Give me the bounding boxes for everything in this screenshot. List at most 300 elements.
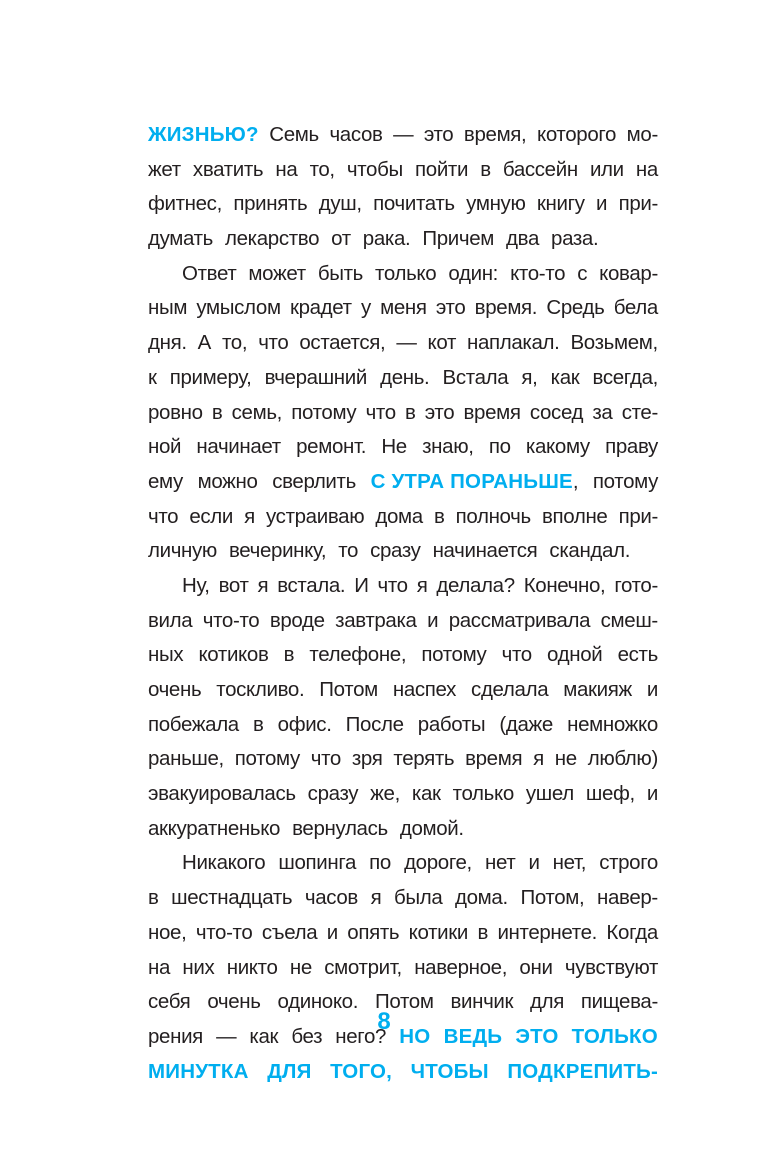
word [182, 257, 236, 292]
highlighted-text: НО [399, 1024, 431, 1048]
word-text: кот [427, 331, 456, 355]
highlighted-text: ЖИЗНЬЮ? [148, 123, 259, 146]
word [148, 430, 181, 465]
paragraph [148, 257, 658, 569]
word [394, 881, 442, 916]
word-text: на [275, 157, 298, 181]
word-text: личную [148, 539, 217, 563]
word [475, 291, 537, 326]
word-text: рения [148, 1024, 203, 1048]
word [244, 500, 255, 535]
word-text: была [393, 886, 443, 910]
word [182, 569, 210, 604]
word-text: по [488, 435, 511, 459]
word [381, 430, 407, 465]
word-text: дома [375, 504, 423, 528]
word [467, 326, 560, 361]
word [277, 569, 345, 604]
word-text: макияж [563, 678, 632, 701]
highlighted-text: ТОЛЬКО [571, 1024, 658, 1048]
text-line [148, 777, 658, 812]
word-text: может [248, 261, 306, 285]
word [422, 222, 500, 257]
word [278, 708, 332, 743]
word-text: лекарство [225, 227, 320, 251]
word [148, 465, 183, 500]
word-text: то, [221, 331, 248, 355]
word [424, 118, 454, 153]
word [497, 916, 597, 951]
word-text: время. [474, 296, 538, 320]
word-text: к [148, 365, 157, 389]
word-text: встала. [277, 573, 346, 597]
word-text: — [216, 1024, 237, 1048]
word-text: я [244, 504, 255, 528]
word [148, 187, 222, 222]
word [393, 673, 456, 708]
word [278, 846, 356, 881]
word-text: не [289, 955, 312, 979]
word-text: дороге, [404, 851, 472, 875]
word [196, 916, 253, 951]
word [443, 361, 509, 396]
text-line [148, 1055, 658, 1090]
word [311, 742, 341, 777]
text-line [148, 257, 658, 292]
text-line [148, 604, 658, 639]
word-text: потому [234, 747, 300, 771]
text-line [148, 916, 658, 951]
word [148, 708, 239, 743]
word-text: примеру, [169, 365, 252, 389]
word [456, 500, 531, 535]
text-line [148, 881, 658, 916]
word-text: тоскливо. [216, 678, 305, 701]
word [404, 846, 472, 881]
word [148, 777, 296, 812]
word [148, 812, 286, 847]
word-text: потому [421, 643, 487, 667]
word [347, 916, 399, 951]
word-text: Потом [319, 678, 378, 701]
word [519, 951, 552, 986]
word-text: смеш- [600, 608, 658, 632]
word [291, 396, 356, 431]
word [526, 777, 574, 812]
word [465, 742, 522, 777]
word [265, 361, 367, 396]
word-text: это [423, 123, 454, 146]
word-text: быть [317, 261, 363, 285]
word-text: винчик [450, 990, 514, 1014]
word [319, 673, 378, 708]
word [148, 638, 183, 673]
word [592, 396, 612, 431]
word-text: гото- [614, 573, 658, 597]
word [455, 881, 508, 916]
text-line [148, 534, 658, 569]
word-text: зря [351, 747, 383, 771]
word [352, 742, 383, 777]
word-text: пищева- [580, 990, 658, 1014]
word-text: не [554, 747, 577, 771]
word-text: в [252, 712, 264, 736]
word [593, 361, 658, 396]
word [415, 153, 468, 188]
word [553, 846, 586, 881]
word [148, 222, 219, 257]
word-text: сделала [471, 678, 549, 701]
word-text: и [528, 851, 540, 875]
word-text: наверное, [414, 955, 508, 979]
word [253, 708, 264, 743]
word-text: время [465, 747, 523, 771]
word [257, 569, 268, 604]
word [270, 604, 325, 639]
text-line [148, 742, 658, 777]
word [422, 430, 473, 465]
word [189, 500, 233, 535]
word-text: чтобы [346, 157, 403, 181]
highlighted-word [330, 1055, 392, 1090]
word [299, 326, 385, 361]
word [370, 534, 427, 569]
text-line [148, 187, 658, 222]
word-text: опять [347, 920, 400, 944]
word-text: знаю, [422, 435, 474, 459]
word [436, 569, 514, 604]
word-text: рассматривала [448, 608, 591, 632]
word-text: — [396, 331, 417, 355]
word-text: и [326, 920, 338, 944]
word-text: Не [381, 435, 407, 459]
word [528, 846, 539, 881]
word [198, 326, 211, 361]
word [258, 326, 288, 361]
word-text: интернете. [497, 920, 597, 944]
word [618, 638, 658, 673]
word-text: скандал. [549, 539, 631, 563]
word-text: одной [547, 643, 603, 667]
word [369, 846, 391, 881]
word-text: какому [525, 435, 590, 459]
word [503, 153, 578, 188]
word [269, 118, 319, 153]
word-text: шестнадцать [171, 886, 293, 910]
word-text: люблю) [587, 747, 658, 771]
word-text: вернулась [292, 816, 388, 840]
word-text: Потом, [520, 886, 585, 910]
word-text: очень [207, 990, 261, 1014]
word-text: в [477, 920, 488, 944]
word-text: вроде [269, 608, 325, 632]
word-text: это [435, 296, 466, 320]
word [232, 396, 282, 431]
paragraph [148, 118, 658, 257]
word-text: вечеринку, [228, 539, 327, 563]
word [370, 777, 400, 812]
word-text: шеф, [585, 782, 635, 806]
word-text: то [338, 539, 359, 563]
word-text: завтрака [335, 608, 417, 632]
word-text: чувствуют [564, 955, 658, 979]
text-line [148, 465, 658, 500]
word [170, 361, 252, 396]
word-text: в [148, 886, 159, 910]
word [614, 569, 658, 604]
word [148, 500, 178, 535]
word [599, 846, 658, 881]
word [485, 846, 515, 881]
word-text: это [424, 400, 455, 424]
word-text: я [370, 886, 382, 910]
highlighted-word [371, 465, 579, 500]
word [464, 396, 521, 431]
word-text: что-то [195, 920, 253, 944]
word-text: я [416, 573, 428, 597]
word [526, 430, 590, 465]
word [216, 673, 304, 708]
word-text: я [533, 747, 544, 771]
word-text: сте- [621, 400, 658, 424]
word-text: что [501, 643, 532, 667]
word-text: время [463, 400, 521, 424]
word [601, 604, 658, 639]
word-text: А [197, 331, 211, 355]
word-text: котики [408, 920, 468, 944]
word-text: умыслом [196, 296, 281, 320]
word [570, 326, 657, 361]
word [182, 951, 214, 986]
word-text: что [377, 573, 408, 597]
word-text: навер- [596, 886, 658, 910]
word-text: ушел [525, 782, 574, 806]
word [148, 326, 187, 361]
word-text: эвакуировалась [148, 782, 296, 806]
word [148, 951, 170, 986]
word-text: ровно [148, 400, 203, 424]
word [338, 534, 364, 569]
word [227, 951, 278, 986]
word [222, 326, 247, 361]
word-text: строго [599, 851, 658, 875]
word [577, 257, 587, 292]
word-text: с [577, 261, 588, 285]
word-text: что [258, 331, 289, 355]
highlighted-word [411, 1055, 489, 1090]
word-text: всегда, [592, 365, 658, 389]
word-text: как [411, 782, 441, 806]
word [375, 257, 436, 292]
word [272, 465, 356, 500]
word [418, 708, 486, 743]
word [363, 222, 417, 257]
word [148, 742, 224, 777]
word [421, 638, 486, 673]
word-text: и [427, 608, 439, 632]
word-text: потому [291, 400, 357, 424]
word-text: начинается [432, 539, 538, 563]
word [196, 291, 280, 326]
word-text: Возьмем, [570, 331, 658, 355]
word [329, 118, 382, 153]
paragraph [148, 569, 658, 847]
word-text: есть [617, 643, 658, 667]
word-text: два [506, 227, 540, 251]
word [198, 638, 268, 673]
word-text: и [646, 782, 658, 806]
word [290, 291, 352, 326]
word-text: можно [197, 469, 258, 493]
word [586, 777, 635, 812]
word [433, 534, 544, 569]
word [235, 742, 300, 777]
page-number: 8 [377, 1008, 391, 1035]
word-text: дня. [148, 331, 187, 355]
text-line [148, 638, 658, 673]
word [148, 291, 187, 326]
word-text: Причем [422, 227, 495, 251]
word-text: для [530, 990, 565, 1014]
word-text: что [148, 504, 179, 528]
word [400, 812, 470, 847]
word-text: Когда [606, 920, 658, 944]
word-text: бассейн [502, 157, 578, 181]
word-text: в [211, 400, 223, 424]
word-text: на [148, 955, 171, 979]
word [324, 951, 402, 986]
word [547, 638, 602, 673]
word-text: раза. [551, 227, 599, 251]
word [335, 604, 416, 639]
word-text: Средь [546, 296, 605, 320]
word-text: начинает [196, 435, 281, 459]
word [619, 500, 658, 535]
punctuation: , [572, 469, 579, 493]
word-text: что-то [202, 608, 260, 632]
word-text: крадет [289, 296, 352, 320]
word-text: я, [521, 365, 538, 389]
word-text: часов [304, 886, 358, 910]
word [212, 396, 223, 431]
word [361, 291, 371, 326]
word-text: домой. [399, 816, 464, 840]
word [396, 326, 416, 361]
highlighted-text: ЭТО [515, 1024, 559, 1048]
word [229, 534, 332, 569]
word [203, 604, 260, 639]
word [148, 361, 157, 396]
paragraph [148, 846, 658, 1089]
word [182, 846, 265, 881]
word [597, 881, 658, 916]
word-text: Встала [442, 365, 509, 389]
word [530, 396, 583, 431]
word [366, 396, 396, 431]
highlighted-text: МИНУТКА [148, 1059, 249, 1083]
word [551, 361, 580, 396]
word-text: время, [463, 123, 527, 146]
word-text: Семь [269, 123, 319, 146]
word-text: бела [613, 296, 658, 320]
word-text: от [331, 227, 351, 251]
word-text: вот [218, 573, 249, 597]
word-text: ремонт. [296, 435, 367, 459]
text-line [148, 500, 658, 535]
word [533, 742, 544, 777]
word-text: ему [148, 469, 183, 493]
highlighted-word [148, 1055, 249, 1090]
word-text: часов [329, 123, 383, 146]
word-text: Потом [374, 990, 434, 1014]
word [599, 257, 658, 292]
word-text: котиков [198, 643, 269, 667]
word-text: за [592, 400, 613, 424]
word [627, 118, 658, 153]
word-text: ных [148, 643, 184, 667]
word [378, 569, 408, 604]
word-text: сосед [529, 400, 584, 424]
word-text: праву [605, 435, 658, 459]
word-text: — [393, 123, 414, 146]
word [605, 430, 658, 465]
word [148, 604, 192, 639]
word [563, 673, 632, 708]
word-text: по [369, 851, 391, 875]
word [193, 153, 263, 188]
word-text: мо- [626, 123, 658, 146]
word [546, 291, 604, 326]
text-line [148, 118, 658, 153]
word [537, 187, 585, 222]
word [225, 222, 325, 257]
word [393, 742, 454, 777]
word [380, 361, 429, 396]
word-text: пойти [415, 157, 469, 181]
word [555, 742, 577, 777]
word [417, 569, 428, 604]
word-text: же, [370, 782, 400, 806]
word [647, 777, 658, 812]
word-text: на [635, 157, 658, 181]
word [262, 916, 317, 951]
word-text: него? [335, 1024, 387, 1048]
text-line [148, 846, 658, 881]
word-text: в [283, 643, 295, 667]
word [480, 153, 491, 188]
word-text: у [360, 296, 371, 320]
word-text: шопинга [278, 851, 357, 875]
word-text: устраиваю [266, 504, 365, 528]
word-text: думать [148, 227, 213, 251]
word-text: как [550, 365, 580, 389]
word [588, 742, 658, 777]
word [466, 187, 525, 222]
word [436, 291, 466, 326]
word-text: умную [466, 192, 526, 216]
word-text: кто-то [510, 261, 566, 285]
word [354, 569, 368, 604]
word-text: меня [380, 296, 427, 320]
word-text: при- [618, 192, 658, 216]
highlighted-text: С УТРА ПОРАНЬШЕ [370, 469, 573, 493]
word-text: они [519, 955, 553, 979]
word-text: них [182, 955, 215, 979]
word-text: сразу [370, 539, 421, 563]
word-text: если [189, 504, 233, 528]
word [520, 881, 584, 916]
highlighted-text: ТОГО, [330, 1059, 393, 1083]
